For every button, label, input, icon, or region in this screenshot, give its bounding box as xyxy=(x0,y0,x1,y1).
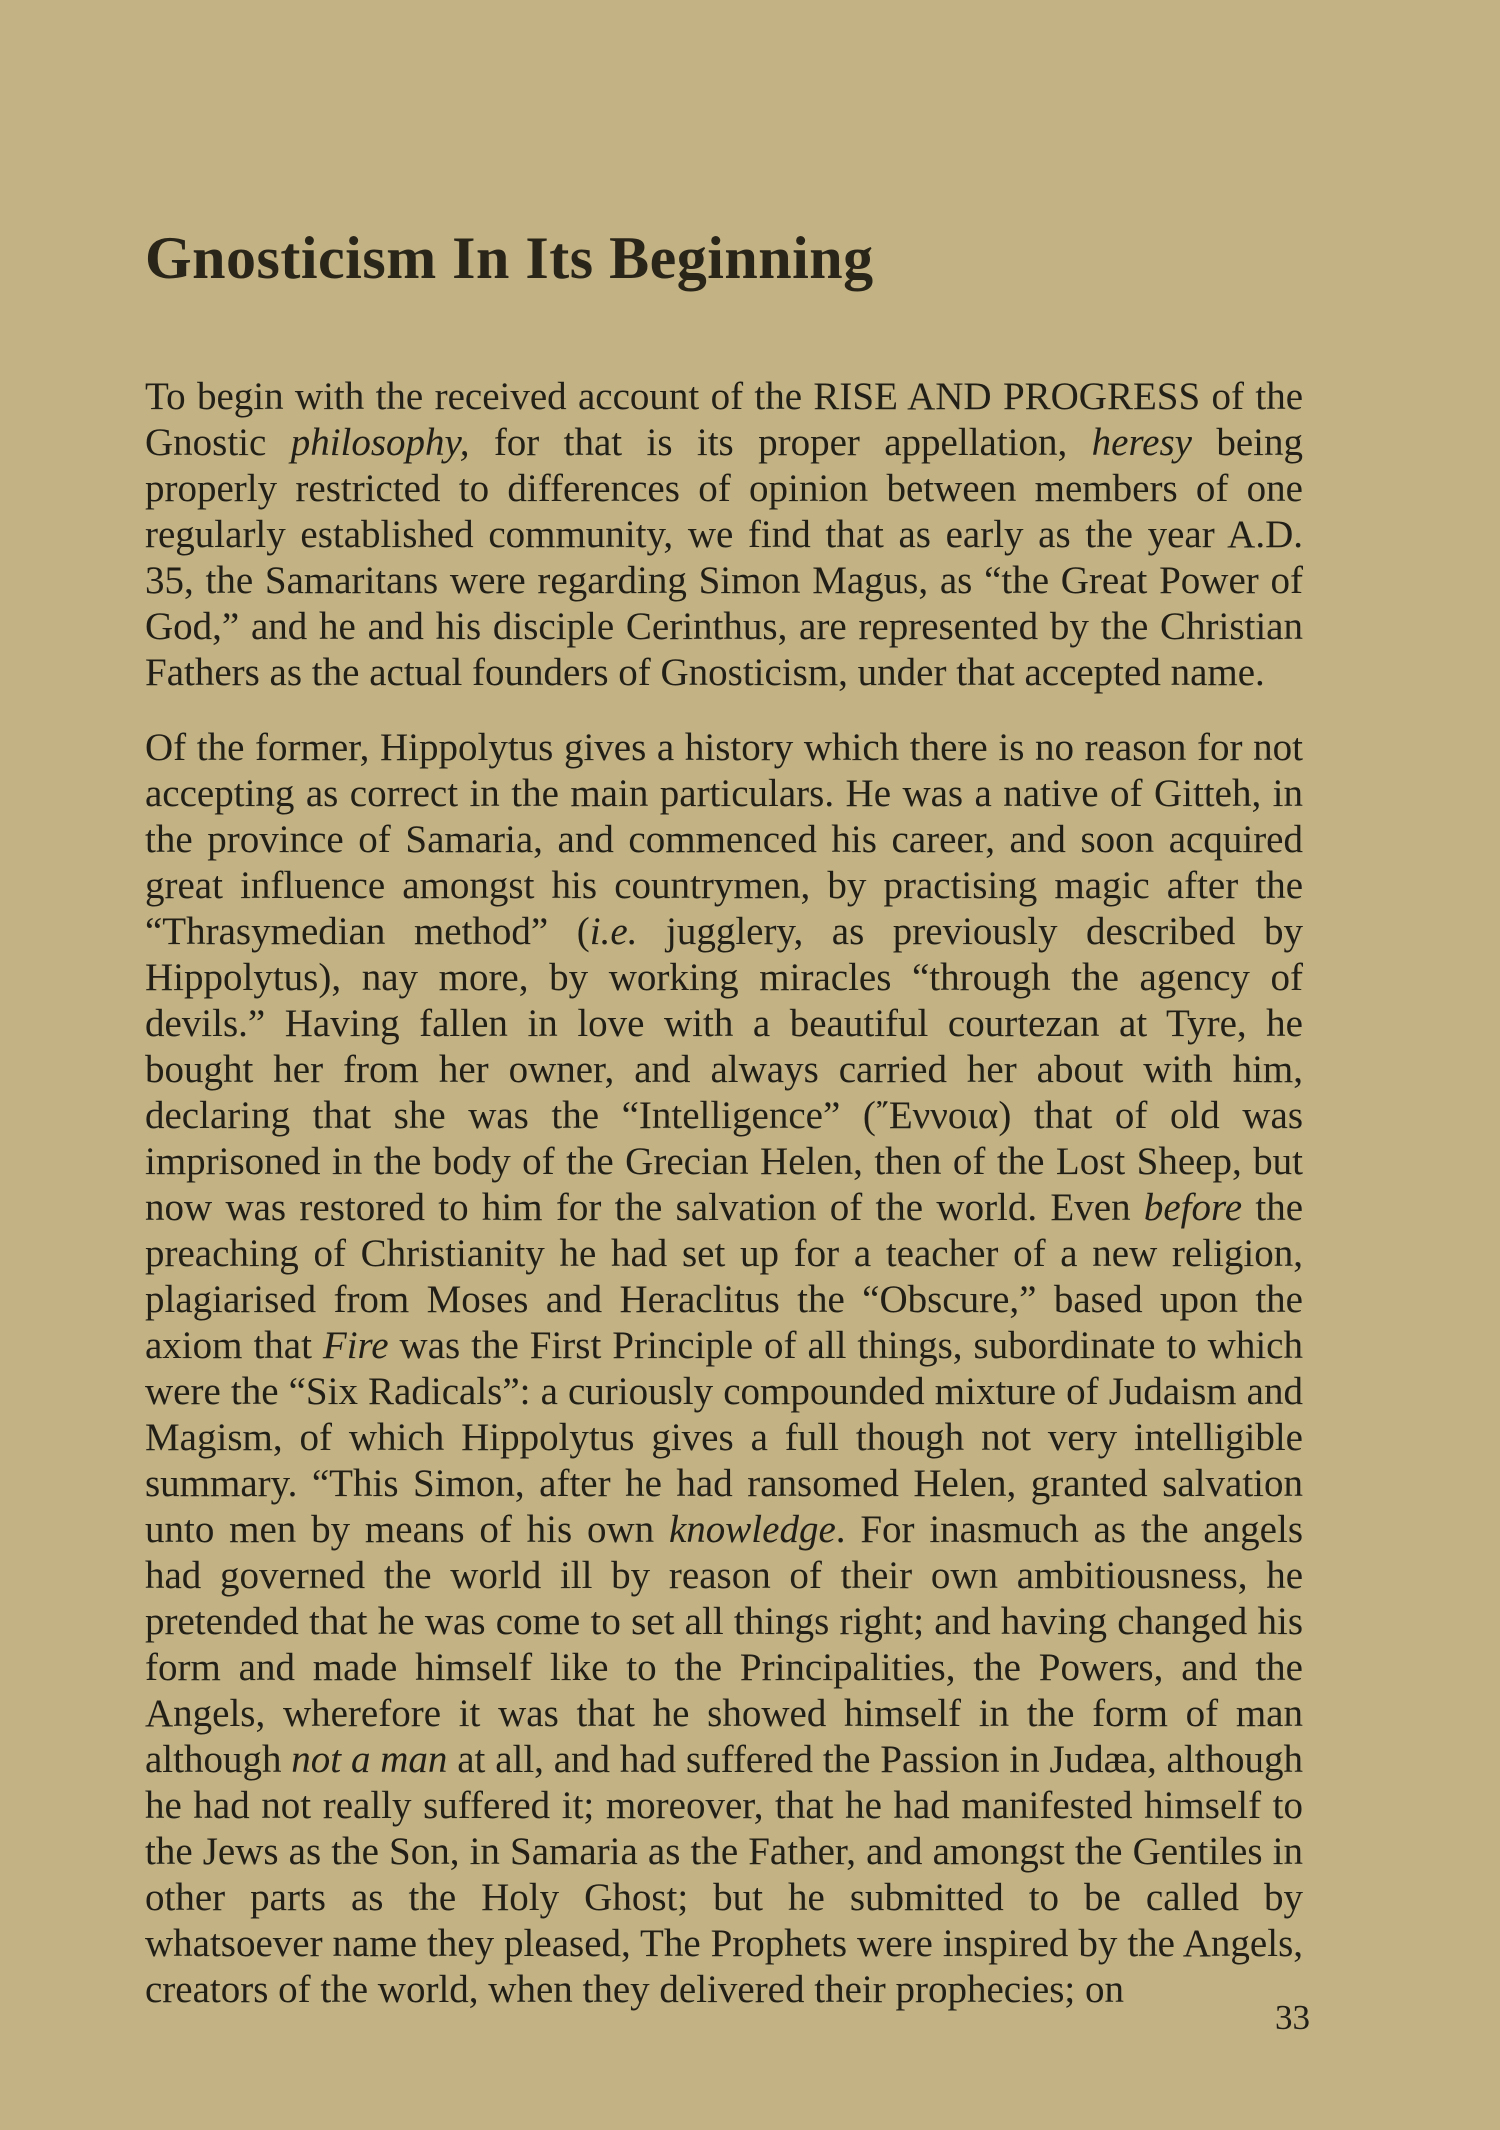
text-run: was the First Principle of all things, subordinate to which were the “Six Radicals”: a curiously compounded mixture of Judaism and Magism, of which Hippolytus gives a full though not very intelligible summary. “This Simon, after he had ransomed Helen, granted salvation unto men by means of his own xyxy=(145,1324,1303,1551)
italic-text-run: heresy xyxy=(1091,421,1192,464)
text-run: To begin with the received account of the RISE AND PROGRESS of the Gnostic xyxy=(145,375,1303,464)
text-run: the preaching of Christianity he had set up for a teacher of a new religion, plagiarised from Moses and Heraclitus the “Obscure,” based upon the axiom that xyxy=(145,1186,1304,1367)
italic-text-run: i.e. xyxy=(589,910,638,953)
italic-text-run: not a man xyxy=(291,1738,448,1781)
italic-text-run: philosophy, xyxy=(290,421,470,464)
text-run: for that is its proper appellation, xyxy=(469,421,1092,464)
text-run: being properly restricted to differences of opinion between members of one regularly established community, we find that as early as the year A.D. 35, the Samaritans were regarding Simon Magus, as “the Great Power of God,” and he and his disciple Cerinthus, are represented by the Christian Fathers as the actual founders of Gnosticism, under that accepted name. xyxy=(145,421,1303,694)
italic-text-run: knowledge xyxy=(668,1508,836,1551)
text-column xyxy=(145,0,1303,2013)
text-run: . For inasmuch as the angels had governed the world ill by reason of their own ambitiousness, he pretended that he was come to set all things right; and having changed his form and made himself like to the Principalities, the Powers, and the Angels, wherefore it was that he showed himself in the form of man although xyxy=(145,1508,1303,1781)
text-run: at all, and had suffered the Passion in Judæa, although he had not really suffered it; moreover, that he had manifested himself to the Jews as the Son, in Samaria as the Father, and amongst the Gentiles in other parts as the Holy Ghost; but he submitted to be called by whatsoever name they pleased, The Prophets were inspired by the Angels, creators of the world, when they delivered their prophecies; on xyxy=(145,1738,1303,2011)
text-run: jugglery, as previously described by Hippolytus), nay more, by working miracles “through the agency of devils.” Having fallen in love with a beautiful courtezan at Tyre, he bought her from her owner, and always carried her about with him, declaring that she was the “Intelligence” (῎Εννοια) that of old was imprisoned in the body of the Grecian Helen, then of the Lost Sheep, but now was restored to him for the salvation of the world. Even xyxy=(145,910,1303,1229)
italic-text-run: Fire xyxy=(322,1324,389,1367)
paragraph-2 xyxy=(145,725,1303,2013)
text-run: Of the former, Hippolytus gives a history which there is no reason for not accepting as correct in the main particulars. He was a native of Gitteh, in the province of Samaria, and commenced his career, and soon acquired great influence amongst his countrymen, by practising magic after the “Thrasymedian method” ( xyxy=(145,726,1303,953)
italic-text-run: before xyxy=(1143,1186,1243,1229)
page-number: 33 xyxy=(1275,1998,1310,2037)
paragraph-1 xyxy=(145,374,1303,696)
page-title: Gnosticism In Its Beginning xyxy=(145,225,874,291)
